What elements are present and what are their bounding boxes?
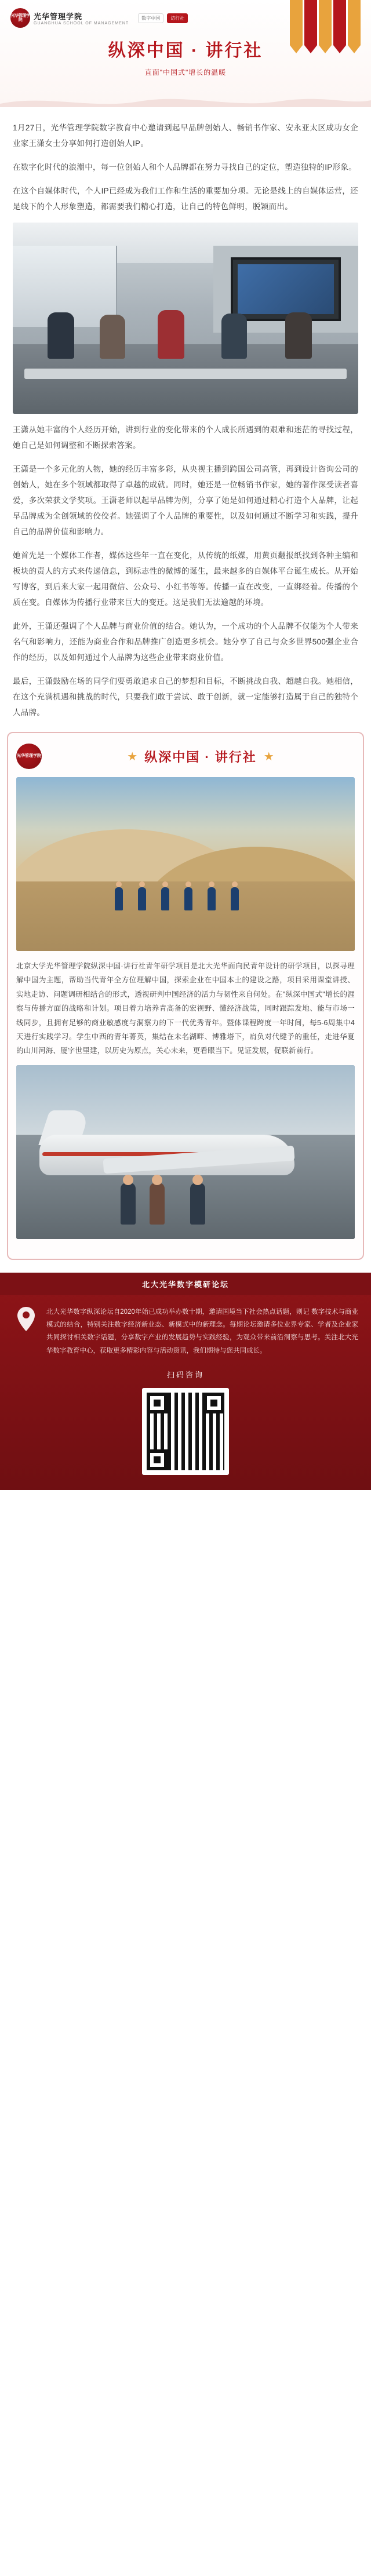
paragraph: 王潇是一个多元化的人物，她的经历丰富多彩，从央视主播到跨国公司高管，再到设计咨询公司的创始人，她在多个领域都取得了卓越的成就。同时，她还是一位畅销书作家，她的著作深受读者喜爱，多次荣获文学奖项。王潇老师以起早品牌为例，分享了她是如何通过精心打造个人品牌，让起早品牌成为全创领域的佼佼者。她强调了个人品牌的重要性，以及如何通过不断学习和实践，提升自己的品牌价值和影响力。	[13, 465, 358, 536]
article-body	[0, 107, 371, 720]
page-subtitle: 直面"中国式"增长的温暖	[144, 68, 227, 76]
seal-icon: 光华管理学院	[16, 744, 42, 769]
footer-cta: 扫码咨询	[166, 1371, 204, 1380]
brand-subtitle: GUANGHUA SCHOOL OF MANAGEMENT	[34, 21, 129, 25]
footer-text: 北大光华数字纵深论坛自2020年始已成功举办数十期，邀请国境当下社会热点话题，则记 数字技术与商业模式的结合，特别关注数字经济新业态、新模式中的新理念。每期论坛邀请多位业界专家、学者及企业家共同探讨相关数字话题，分享数字产业的发展趋势与实践经验，为观众带来前沿洞察与思考。关注北大光华数字教育中心，获取更多精彩内容与活动资讯，我们期待与您共同成长。	[46, 1308, 358, 1354]
photo-classroom	[13, 223, 358, 414]
photo-desert-runners	[16, 777, 355, 951]
header-tags	[138, 13, 188, 23]
paragraph: 最后，王潇鼓励在场的同学们要勇敢追求自己的梦想和目标，不断挑战自我、超越自我。她相信，在这个充满机遇和挑战的时代，只要我们敢于尝试、敢于创新，就一定能够打造属于自己的独特个人品牌。	[13, 677, 358, 717]
page-title: 纵深中国 · 讲行社	[108, 41, 263, 60]
card-title: 纵深中国 · 讲行社	[144, 749, 257, 764]
paragraph: 她首先是一个媒体工作者，媒体这些年一直在变化，从传统的纸媒，用黄页翻报纸找到各种主编和板块的责人的方式来传递信息，到标志性的微博的诞生，最来越多的自媒体平台诞生成长。从开始写博客，到后来大家一起用微信、公众号、小红书等等。传播一直在改变，一直绑经着。传播的个质在变。自媒体为传播行业带来巨大的变迁。这是我们无法逾越的环境。	[13, 551, 358, 607]
paragraph: 王潇从她丰富的个人经历开始，讲到行业的变化带来的个人成长所遇到的艰难和迷茫的寻找过程，她自己是如何调整和不断探索答案。	[13, 425, 358, 450]
tag-chip: 访行社	[167, 13, 188, 23]
brand-name: 光华管理学院	[34, 12, 83, 21]
brand-logo	[10, 8, 129, 28]
page-header	[0, 0, 371, 107]
page-footer	[0, 1273, 371, 1491]
location-pin-icon	[13, 1306, 39, 1332]
footer-band-title: 北大光华数字模研论坛	[0, 1273, 371, 1295]
paragraph: 在数字化时代的浪潮中，每一位创始人和个人品牌都在努力寻找自己的定位，塑造独特的IP形象。	[13, 163, 357, 172]
card-paragraph: 北京大学光华管理学院纵深中国·讲行社青年研学项目是北大光华面向民青年设计的研学项目，以探寻理解中国为主题，帮助当代青年全方位理解中国，探索企业在中国本土的建设之路，项目采用课堂讲授、实地走访、问题调研相结合的形式，透视研判中国经济的活力与韧性来自何处。在"纵深中国式"增长的涯察与传播方面的战略和计划。项目着力培养青高备的宏视野、懂经济战策，同时跟踪发地、能与市场一线同步，且拥有足够的商业敏感度与洞察力的下一代优秀青年。暨体课程跨度一年时间，每5-6周集中4天进行实践学习。学生中西的青年菁英，集结在未名湖畔、博雅塔下，肩负对代键予的重任，走进华夏的山川河海、厦字世里建，以历史为原点，关心未来，更看眼当下。见证发展，促联新前行。	[16, 962, 355, 1055]
seal-icon: 光华管理学院	[10, 8, 30, 28]
paragraph: 在这个自媒体时代，个人IP已经成为我们工作和生活的重要加分项。无论是线上的自媒体运营，还是线下的个人形象塑造，都需要我们精心打造，让自己的特色鲜明，脱颖而出。	[13, 187, 358, 211]
ribbon-decoration	[272, 0, 371, 64]
tag-chip: 数字中国	[138, 13, 163, 23]
program-card	[7, 732, 364, 1260]
qr-code[interactable]	[142, 1388, 229, 1475]
wave-divider	[0, 93, 371, 107]
star-icon: ★	[127, 750, 138, 763]
paragraph: 1月27日，光华管理学院数字教育中心邀请到起早品牌创始人、畅销书作家、安永亚太区成功女企业家王潇女士分享如何打造创始人IP。	[13, 123, 358, 148]
photo-airplane	[16, 1065, 355, 1239]
paragraph: 此外，王潇还强调了个人品牌与商业价值的结合。她认为，一个成功的个人品牌不仅能为个人带来名气和影响力，还能为商业合作和品牌推广创造更多机会。她分享了自己与众多世界500强企业合作的经历，以及如何通过个人品牌为这些企业带来商业价值。	[13, 622, 358, 662]
star-icon: ★	[263, 750, 274, 763]
